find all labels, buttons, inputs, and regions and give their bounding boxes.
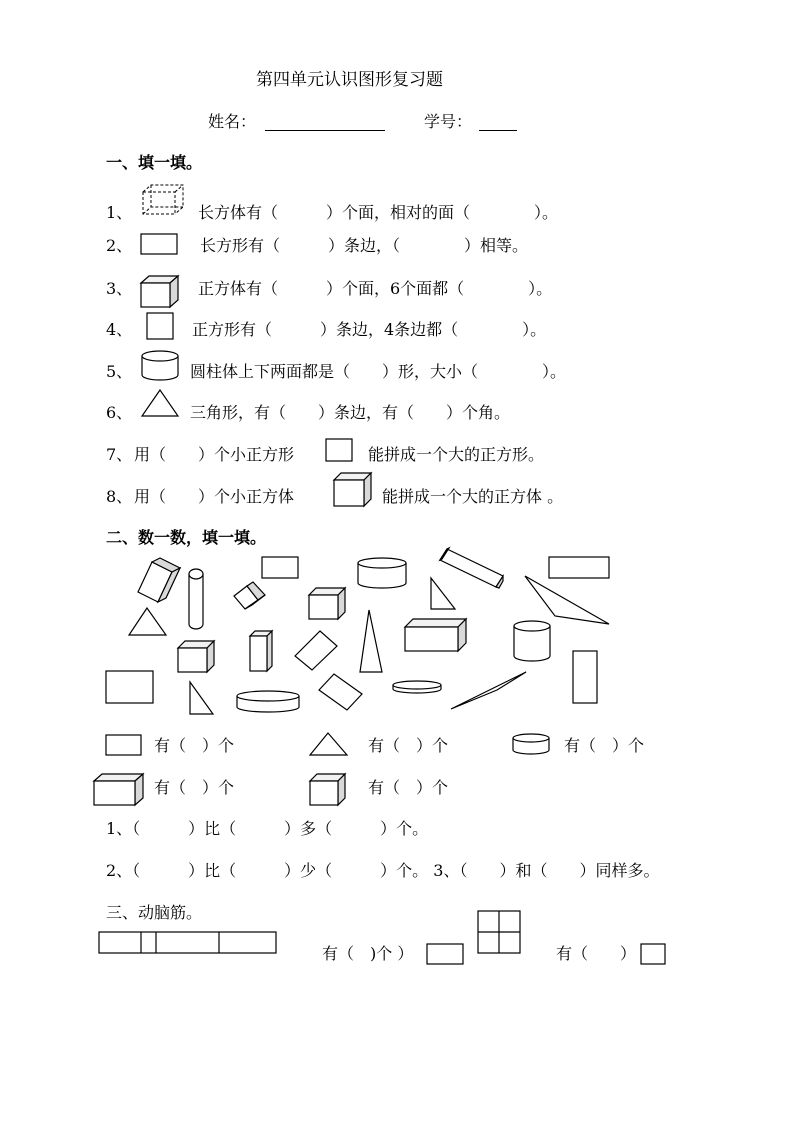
obtuse-triangle-icon [525, 576, 609, 624]
item4-num: 4、 [106, 320, 133, 339]
triangle-icon [142, 390, 178, 416]
item7-num: 7、 [106, 445, 133, 464]
cylinder-shape-icon [514, 621, 550, 661]
item7-post: 能拼成一个大的正方形。 [368, 445, 545, 464]
page-title: 第四单元认识图形复习题 [256, 70, 443, 90]
rotated-rectangle-icon [319, 674, 362, 710]
wide-cylinder-icon [358, 558, 406, 588]
name-label: 姓名： [208, 112, 257, 131]
cube-shape-icon [178, 641, 214, 672]
rectangle-shape-icon [106, 671, 153, 703]
section1-heading: 一、填一填。 [106, 153, 203, 172]
tilted-cube-icon [138, 558, 180, 602]
cuboid-sketch-icon [143, 185, 183, 214]
count-cuboid-text: 有（ ）个 [154, 778, 235, 797]
puzzle1-answer: 有（ )个 ） [322, 944, 414, 963]
cube-icon [141, 276, 178, 307]
number-label: 学号： [424, 112, 473, 131]
item6-num: 6、 [106, 403, 133, 422]
count-cube-icon [310, 774, 345, 805]
item7-pre: 用（ ）个小正方形 [134, 445, 295, 464]
cube-shape-icon [309, 588, 345, 619]
item3-num: 3、 [106, 279, 133, 298]
long-triangle-icon [451, 672, 526, 709]
puzzle-rectangle-icon [427, 944, 463, 964]
long-cylinder-icon [189, 569, 203, 629]
right-triangle-icon [190, 682, 213, 714]
tilted-cuboid-icon [440, 548, 503, 588]
compare-q1: 1、（ ）比（ ）多（ ）个。 [106, 819, 429, 838]
count-triangle-icon [310, 733, 347, 755]
section3-heading: 三、动脑筋。 [106, 903, 203, 922]
count-triangle-text: 有（ ）个 [368, 736, 449, 755]
thin-cylinder-icon [393, 681, 441, 693]
item5-text: 圆柱体上下两面都是（ ）形，大小（ ）。 [190, 362, 567, 381]
cuboid-shape-icon [405, 619, 466, 651]
item1-text: 长方体有（ ）个面，相对的面（ ）。 [198, 203, 559, 222]
rectangle-shape-icon [262, 557, 298, 578]
count-rect-text: 有（ ）个 [154, 736, 235, 755]
item3-text: 正方体有（ ）个面，6个面都（ ）。 [198, 279, 553, 298]
flat-cylinder-icon [237, 691, 299, 712]
item8-pre: 用（ ）个小正方体 [134, 487, 295, 506]
cylinder-icon [142, 351, 178, 380]
rectangle-icon [141, 234, 177, 254]
small-tilted-cube-icon [234, 582, 265, 609]
count-rectangle-icon [106, 735, 141, 755]
section2-heading: 二、数一数，填一填。 [106, 528, 267, 547]
small-cube-icon [334, 473, 371, 506]
triangle-shape-icon [129, 608, 166, 635]
item6-text: 三角形，有（ ）条边，有（ ）个角。 [190, 403, 511, 422]
item2-text: 长方形有（ ）条边，（ ）相等。 [200, 236, 529, 255]
compare-q2: 2、（ ）比（ ）少（ ）个。 3、（ ）和（ ）同样多。 [106, 861, 660, 880]
count-cuboid-icon [94, 774, 143, 805]
count-cylinder-text: 有（ ）个 [564, 736, 645, 755]
right-triangle-icon [431, 578, 455, 609]
segmented-rectangle-icon [99, 932, 276, 953]
item2-num: 2、 [106, 236, 133, 255]
item4-text: 正方形有（ ）条边，4条边都（ ）。 [192, 320, 547, 339]
item1-num: 1、 [106, 203, 133, 222]
square-icon [147, 313, 173, 339]
tall-triangle-icon [360, 610, 382, 672]
tall-cuboid-icon [250, 631, 272, 671]
count-cylinder-icon [513, 734, 549, 754]
puzzle2-answer: 有（ ） [556, 944, 637, 963]
item5-num: 5、 [106, 362, 133, 381]
small-square-icon [326, 439, 352, 461]
puzzle-square-icon [641, 944, 665, 964]
item8-num: 8、 [106, 487, 133, 506]
rectangle-shape-icon [549, 557, 609, 578]
rotated-rectangle-icon [295, 631, 337, 670]
tall-rectangle-icon [573, 651, 597, 703]
grid-square-icon [478, 911, 520, 953]
item8-post: 能拼成一个大的正方体 。 [382, 487, 564, 506]
count-cube-text: 有（ ）个 [368, 778, 449, 797]
